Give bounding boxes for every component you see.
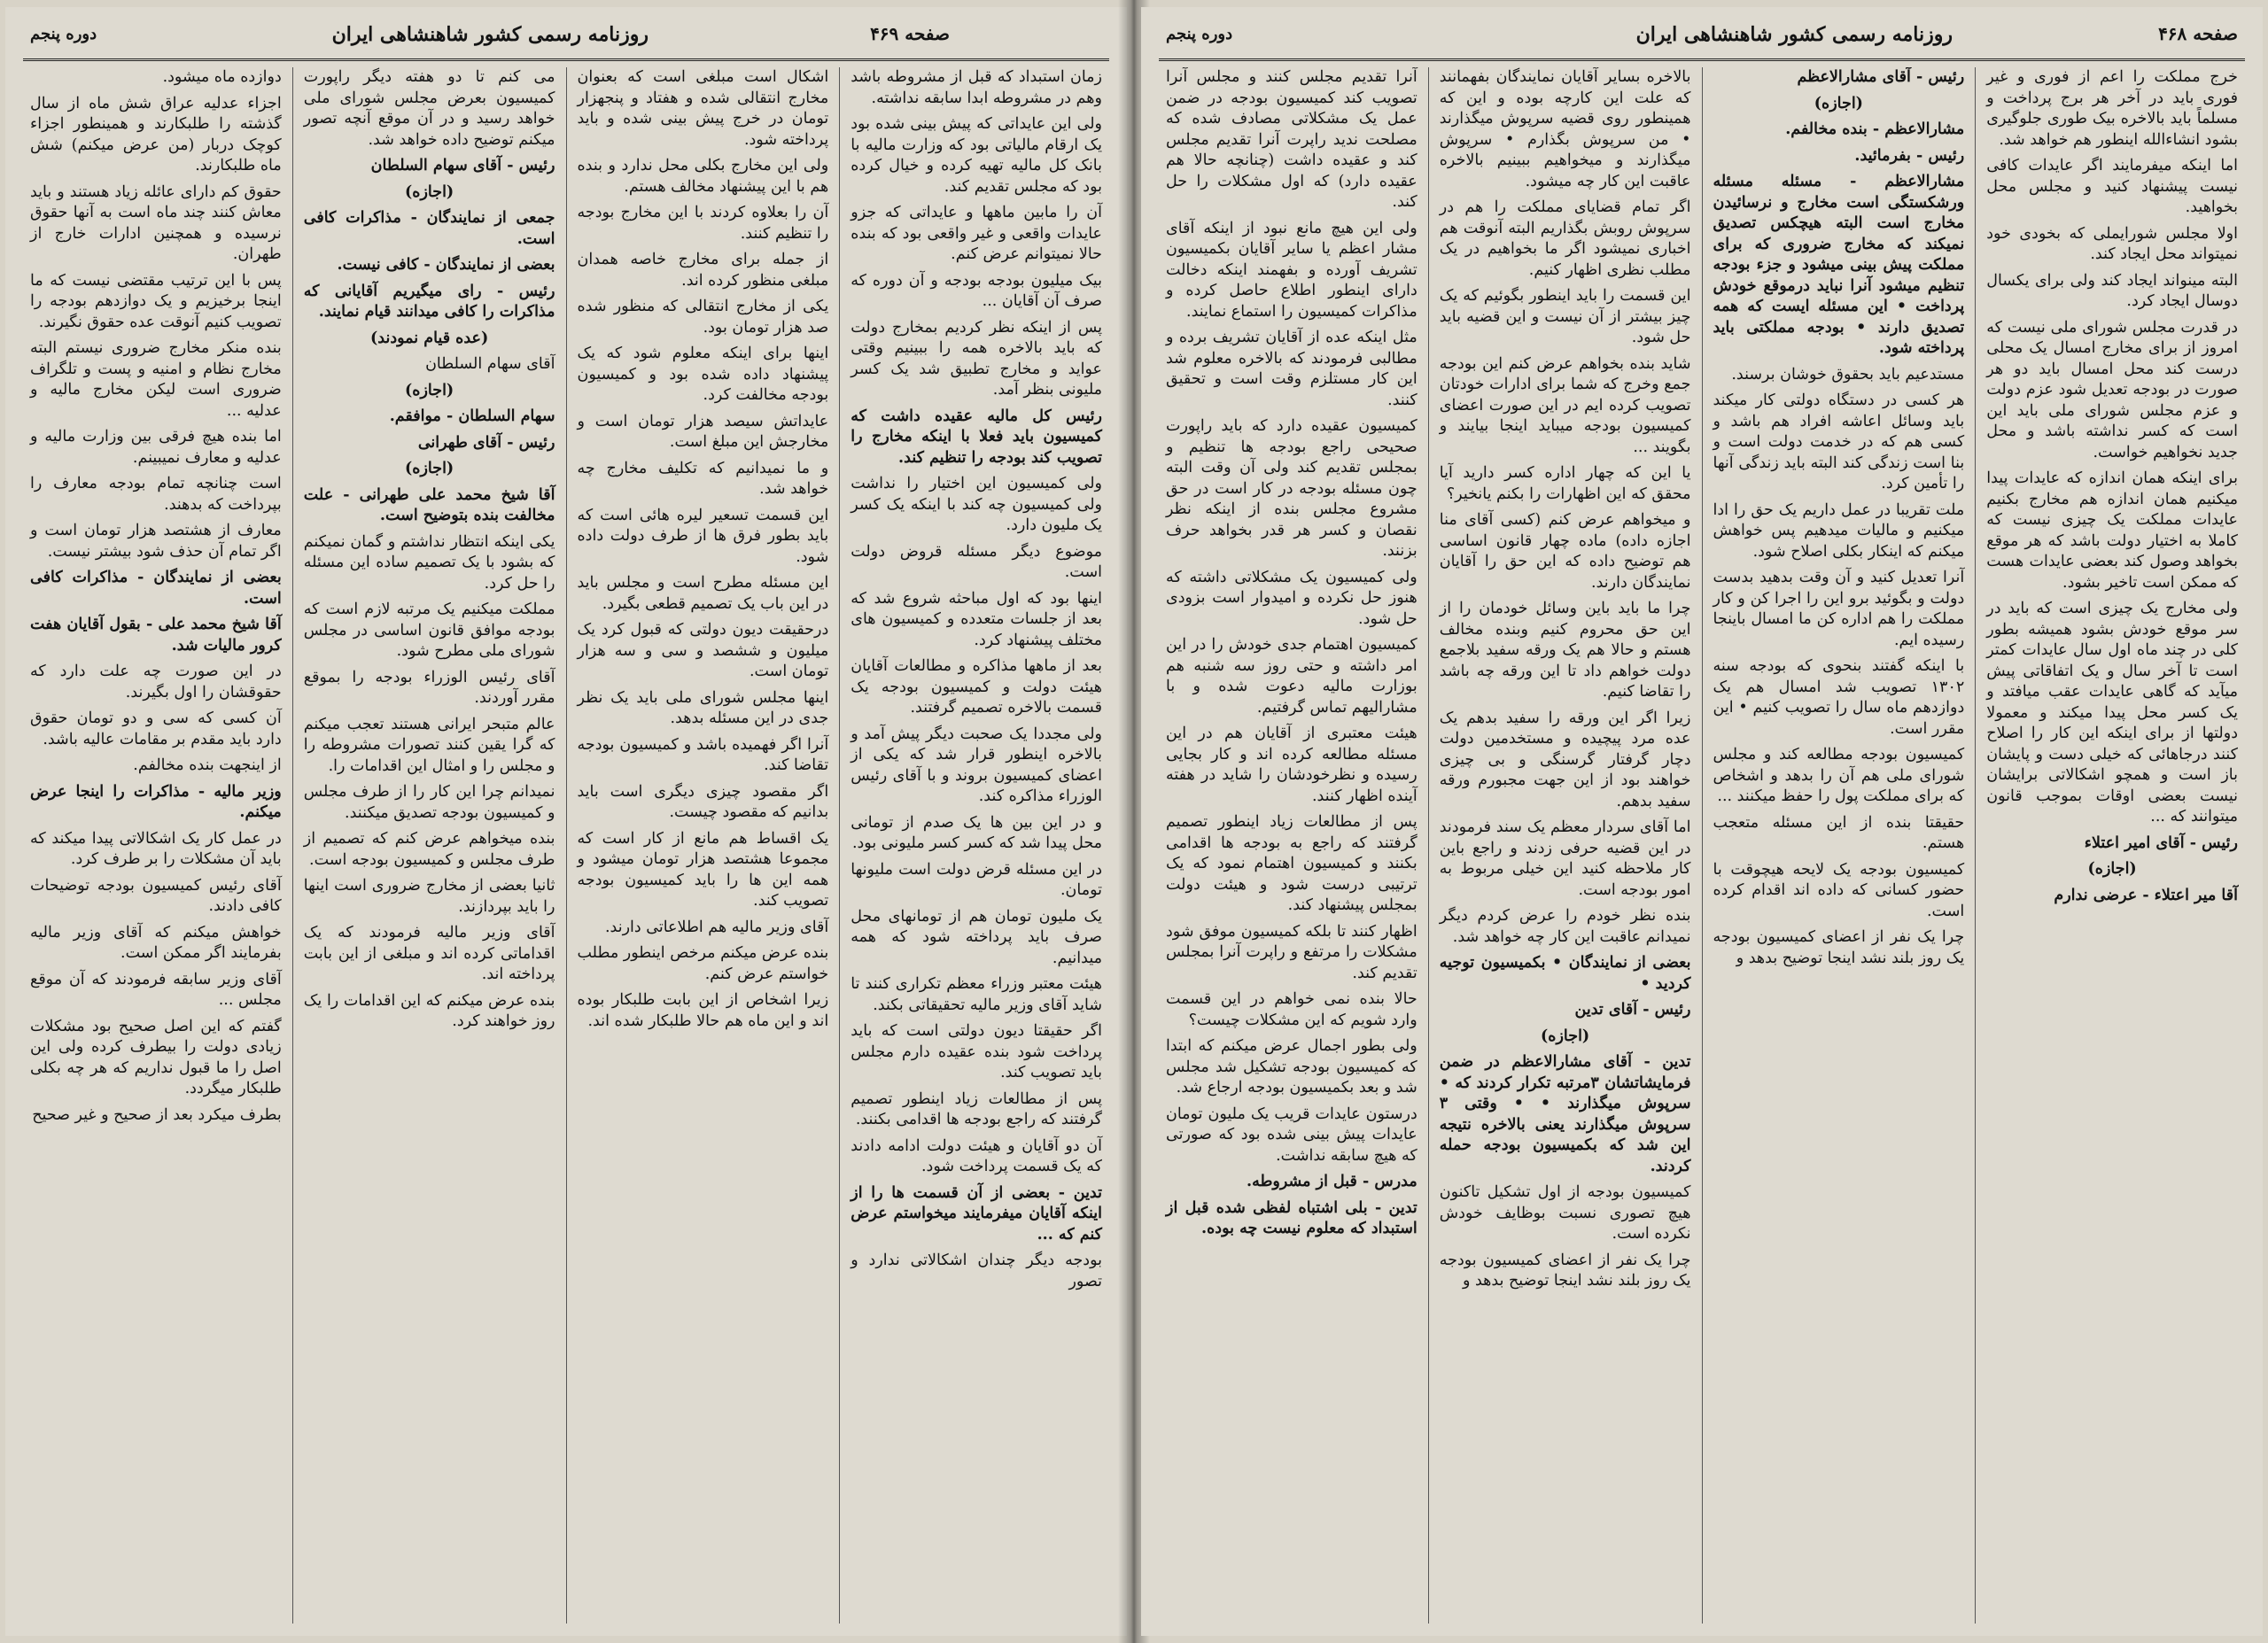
paragraph: کمیسیون اهتمام جدی خودش را در این امر داشته و حتی روز سه شنبه هم بوزارت مالیه دعوت شده و با مشارالیهم تماس گرفتیم. [1166,636,1418,717]
paragraph: بعد از ماهها مذاکره و مطالعات آقایان هیئت دولت و کمیسیون بودجه یک قسمت بالاخره تصمیم گرفتند. [850,657,1102,717]
paragraph: این قسمت تسعیر لیره هائی است که باید بطور فرق ها از طرف دولت داده شود. [577,506,829,566]
paragraph: اینها مجلس شورای ملی باید یک نظر جدی در این مسئله بدهد. [577,688,829,727]
paragraph: آقای وزیر مالیه هم اطلاعاتی دارند. [604,918,829,936]
right-page-period: دوره پنجم [1166,25,1233,43]
right-page-columns [1155,67,2249,1624]
paragraph: اولا مجلس شورایملی که بخودی خود نمیتواند محل ایجاد کند. [1986,224,2238,263]
paragraph: بعضی از نمایندگان - کافی نیست. [337,256,555,274]
paragraph: بنده منکر مخارج ضروری نیستم البته مخارج نظام و امنیه و پست و تلگراف ضروری است لیکن مخارج مالیه و عدلیه ... [30,339,282,420]
paragraph: چرا ما باید باین وسائل خودمان را از این حق محروم کنیم وبنده مخالف هستم و حالا هم یک ورقه سفید بلاجمع دولت خواهم داد تا این ورقه چه باشد را تقاضا کنیم. [1439,600,1691,701]
paragraph: و در این بین ها یک صدم از تومانی محل پیدا شد که کسر کسر ملیونی بود. [850,813,1102,852]
paragraph: کمیسیون بودجه از اول تشکیل تاکنون هیچ تصوری نسبت بوظایف خودش نکرده است. [1439,1183,1691,1243]
paragraph: می کنم تا دو هفته دیگر راپورت کمیسیون بعرض مجلس شورای ملی خواهد رسید و در آن موقع آنچه تصور میکنم توضیح داده خواهد شد. [303,68,555,149]
paragraph: گفتم که این اصل صحیح بود مشکلات زیادی دولت را بیطرف کرده ولی این اصل را ما قبول نداریم که هر چه بکلی طلبکار میگردد. [30,1017,282,1097]
paragraph: خرج مملکت را اعم از فوری و غیر فوری باید در آخر هر برج پرداخت و مسلماً باید بالاخره بیک طوری جلوگیری بشود انشاءالله اینطور هم خواهد شد. [1986,68,2238,149]
paragraph: تدین - آقای مشارالاعظم در ضمن فرمایشاتشان ۳مرتبه تکرار کردند که • سرپوش میگذارند • • وقتی ۳ سرپوش میگذارند یعنی بالاخره نتیجه این شد که بکمیسیون بودجه حمله کردند. [1439,1053,1691,1175]
paragraph: چرا یک نفر از اعضای کمیسیون بودجه یک روز بلند نشد اینجا توضیح بدهد و [1713,928,1965,967]
text-column [19,67,292,1624]
text-column [1428,67,1702,1624]
text-column [292,67,566,1624]
paragraph: آقا میر اعتلاء - عرضی ندارم [2054,886,2238,904]
paragraph: معارف از هشتصد هزار تومان است و اگر تمام آن حذف شود بیشتر نیست. [30,522,282,561]
text-column [1702,67,1976,1624]
paragraph: مشارالاعظم - بنده مخالفم. [1785,120,1965,138]
paragraph: هیئت معتبر وزراء معظم تکراری کنند تا شاید آقای وزیر مالیه تحقیقاتی بکند. [850,975,1102,1014]
paragraph: در قدرت مجلس شورای ملی نیست که امروز از برای مخارج امسال یک محلی درست کند محل امسال باید دو هر صورت در بودجه تعدیل شود عزم دولت و عزم مجلس شورای ملی باید این است که کسر نداشته باشد و محل جدید نخواهیم خواست. [1986,318,2238,461]
paragraph: اما آقای سردار معظم یک سند فرمودند در این قضیه حرفی زدند و راجع باین کار ملاحظه کنید این خیلی مربوط به امور بودجه است. [1439,818,1691,899]
paragraph: عایداتش سیصد هزار تومان است و مخارجش این مبلغ است. [577,412,829,451]
paragraph: رئیس کل مالیه عقیده داشت که کمیسیون باید فعلا با اینکه مخارج را تصویب کند بودجه را تنظیم کند. [850,407,1102,467]
paragraph: حالا بنده نمی خواهم در این قسمت وارد شویم که این مشکلات چیست؟ [1166,990,1418,1029]
paragraph: رئیس - بفرمائید. [1854,146,1965,165]
paragraph: ولی این مخارج بکلی محل ندارد و بنده هم با این پیشنهاد مخالف هستم. [577,157,829,196]
paragraph: سهام السلطان - موافقم. [389,407,555,425]
paragraph: با اینکه گفتند بنحوی که بودجه سنه ۱۳۰۲ تصویب شد امسال هم یک دوازدهم ماه سال را تصویب کنیم • این مقرر است. [1713,657,1965,738]
paragraph: آن را مابین ماهها و عایداتی که جزو عایدات واقعی و غیر واقعی بود که بنده حالا نمیتوانم عرض کنم. [850,204,1102,263]
paragraph: اگر مقصود چیزی دیگری است باید بدانیم که مقصود چیست. [577,782,829,821]
paragraph: از اینجهت بنده مخالفم. [133,756,282,774]
paragraph: رئیس - آقای سهام السلطان [370,157,555,174]
paragraph: آقا شیخ محمد علی طهرانی - علت مخالفت بنده بتوضیح است. [303,485,555,524]
paragraph: آقای وزیر سابقه فرمودند که آن موقع مجلس ... [30,970,282,1009]
paragraph: درستون عایدات قریب یک ملیون تومان عایدات پیش بینی شده بود که صورتی که هیچ سابقه نداشت. [1166,1104,1418,1165]
paragraph: ولی این عایداتی که پیش بینی شده بود یک ارقام مالیاتی بود که وزارت مالیه با بانک کل مالیه تهیه کرده و خیال کرده بود که مجلس تقدیم کند. [850,115,1102,196]
paragraph: مشارالاعظم - مسئله مسئله ورشکستگی است مخارج و نرسائیدن مخارج است البته هیچکس تصدیق نمیکند که مخارج ضروری که برای مملکت پیش بینی میشود و جزء بودجه تنظیم میشود آنرا نباید درموقع خودش پرداخت • این مسئله ایست که همه تصدیق دارند • بودجه مملکتی باید پرداخته شود. [1713,173,1965,357]
paragraph: (اجازه) [405,182,454,201]
right-page-header [1159,18,2245,61]
paragraph: (اجازه) [405,381,454,399]
paragraph: ثانیا بعضی از مخارج ضروری است اینها را باید بپردازند. [303,877,555,916]
paragraph: (اجازه) [2087,860,2137,878]
paragraph: چرا یک نفر از اعضای کمیسیون بودجه یک روز بلند نشد اینجا توضیح بدهد و [1439,1251,1691,1290]
paragraph: آن دو آقایان و هیئت دولت ادامه دادند که یک قسمت پرداخت شود. [850,1136,1102,1175]
paragraph: آن را بعلاوه کردند با این مخارج بودجه را تنظیم کنند. [577,204,829,243]
paragraph: آقا شیخ محمد علی - بقول آقایان هفت کرور مالیات شد. [30,616,282,655]
paragraph: بنده عرض میکنم مرخص اینطور مطلب خواستم عرض کنم. [577,944,829,983]
paragraph: هر کسی در دستگاه دولتی کار میکند باید وسائل اعاشه افراد هم باشد و کسی هم که در خدمت دولت است و بنا است زندگی کند البته باید زندگی آنها را تأمین کرد. [1713,391,1965,492]
paragraph: بیک میلیون بودجه بودجه و آن دوره که صرف آن آقایان ... [850,271,1102,310]
left-page-columns [19,67,1113,1624]
paragraph: ولی کمیسیون یک مشکلاتی داشته که هنوز حل نکرده و امیدوار است بزودی حل شود. [1166,568,1418,628]
paragraph: و ما نمیدانیم که تکلیف مخارج چه خواهد شد. [577,459,829,498]
paragraph: دوازده ماه میشود. [162,68,282,86]
paragraph: (عده قیام نمودند) [370,329,489,347]
paragraph: آقای سهام السلطان [425,355,555,373]
paragraph: ولی مجددا یک صحبت دیگر پیش آمد و بالاخره اینطور قرار شد که یکی از اعضای کمیسیون بروند و با آقای رئیس الوزراء مذاکره کند. [850,725,1102,805]
paragraph: در این صورت چه علت دارد که حقوقشان را اول بگیرند. [30,663,282,701]
paragraph: آنرا اگر فهمیده باشد و کمیسیون بودجه تقاضا کند. [577,735,829,774]
paragraph: اگر حقیقتا دیون دولتی است که باید پرداخت شود بنده عقیده دارم مجلس باید تصویب کند. [850,1022,1102,1081]
paragraph: رئیس - آقای مشارالاعظم [1797,68,1965,86]
paragraph: تدین - بلی اشتباه لفظی شده قبل از استبداد که معلوم نیست چه بوده. [1166,1198,1418,1237]
paragraph: (اجازه) [1541,1027,1590,1045]
paragraph: اظهار کنند تا بلکه کمیسیون موفق شود مشکلات را مرتفع و راپرت آنرا بمجلس تقدیم کند. [1166,922,1418,982]
paragraph: کمیسیون عقیده دارد که باید راپورت صحیحی راجع بودجه ها تنظیم و بمجلس تقدیم کند ولی آن وقت البته چون مسئله بودجه در کار است در حق مشروع مجلس بنده از اینکه نظر نقصان و کسر هر قدر بخواهد حرف بزنند. [1166,417,1418,560]
right-page-title: روزنامه رسمی کشور شاهنشاهی ایران [1635,23,1953,46]
paragraph: آنرا تقدیم مجلس کنند و مجلس آنرا تصویب کند کمیسیون بودجه در ضمن عمل یک مشکلاتی مصادف شده که مصلحت ندید راپرت آنرا تقدیم مجلس کند و عقیده داشت (چنانچه حالا هم عقیده دارد) که اول مشکلات را حل کند. [1166,68,1418,211]
paragraph: پس با این ترتیب مقتضی نیست که ما اینجا برخیزیم و یک دوازدهم بودجه را تصویب کنیم آنوقت عده حقوق نگیرند. [30,271,282,331]
paragraph: ولی این هیچ مانع نبود از اینکه آقای مشار اعظم یا سایر آقایان بکمیسیون تشریف آورده و بفهمند اینکه دخالت دارای اینطور اطلاع حاصل کرده و مذاکرات کمیسیون را استماع نمایند. [1166,219,1418,321]
paragraph: اما بنده هیچ فرقی بین وزارت مالیه و عدلیه و معارف نمیبینم. [30,428,282,467]
left-page-title: روزنامه رسمی کشور شاهنشاهی ایران [331,23,649,46]
paragraph: اجزاء عدلیه عراق شش ماه از سال گذشته را طلبکارند و همینطور اجزاء کوچک دربار (من عرض میکنم) شش ماه طلبکارند. [30,94,282,174]
paragraph: ولی کمیسیون این اختیار را نداشت ولی کمیسیون چه کند با اینکه یک کسر یک ملیون دارد. [850,475,1102,534]
text-column [566,67,840,1624]
paragraph: عالم متبحر ایرانی هستند تعجب میکنم که گرا یقین کنند تصورات مشروطه را و مجلس را و امثال این اقدامات را. [303,715,555,775]
left-page-number: صفحه ۴۶۹ [870,23,950,44]
paragraph: حقیقتا بنده از این مسئله متعجب هستم. [1713,813,1965,852]
paragraph: مستدعیم باید بحقوق خوشان برسند. [1731,365,1965,384]
paragraph: شاید بنده بخواهم عرض کنم این بودجه جمع وخرج که شما برای ادارات خودتان تصویب کرده ایم در این صورت اعضای کمیسیون بودجه میباید اینجا بیایند و بگویند ... [1439,354,1691,456]
paragraph: کمیسیون بودجه مطالعه کند و مجلس شورای ملی هم آن را بدهد و اشخاص که برای مملکت پول را حفظ میکنند ... [1713,746,1965,805]
paragraph: یکی از مخارج انتقالی که منظور شده صد هزار تومان بود. [577,298,829,337]
paragraph: ملت تقریبا در عمل داریم یک حق را ادا میکنیم و مالیات میدهیم پس خواهش میکنم که اینکار بکلی اصلاح شود. [1713,500,1965,561]
paragraph: رئیس - آقای تدین [1574,1001,1691,1019]
paragraph: آقای وزیر مالیه فرمودند که یک اقداماتی کرده اند و مبلغی از این بابت پرداخته اند. [303,924,555,983]
paragraph: بعضی از نمایندگان • بکمیسیون توجیه کردید • [1439,954,1691,993]
paragraph: رئیس - آقای طهرانی [417,433,555,452]
paragraph: اگر تمام قضایای مملکت را هم در سرپوش روبش بگذاریم البته آنوقت هم اخباری نمیشود اگر ما بخواهیم در یک مطلب نظری اظهار کنیم. [1439,198,1691,279]
paragraph: مدرس - قبل از مشروطه. [1247,1173,1418,1190]
paragraph: بودجه دیگر چندان اشکالاتی ندارد و تصور [850,1252,1102,1290]
paragraph: این قسمت را باید اینطور بگوئیم که یک چیز بیشتر از آن نیست و این قضیه باید حل شود. [1439,287,1691,346]
paragraph: یک ملیون تومان هم از تومانهای محل صرف باید پرداخته شود که همه میدانیم. [850,907,1102,967]
right-page-number: صفحه ۴۶۸ [2158,23,2238,44]
left-page-period: دوره پنجم [30,25,97,43]
paragraph: اینها بود که اول مباحثه شروع شد که بعد از جلسات متعدده و کمیسیون های مختلف پیشنهاد کرد. [850,589,1102,649]
text-column [839,67,1113,1624]
paragraph: اشکال است مبلغی است که بعنوان مخارج انتقالی شده و هفتاد و پنجهزار تومان در خرج پیش بینی شده و باید پرداخته شود. [577,68,829,149]
paragraph: پس از اینکه نظر کردیم بمخارج دولت که باید بالاخره همه را ببینیم وقتی عواید و مخارج تطبیق شد یک کسر ملیونی بنظر آمد. [850,318,1102,399]
paragraph: کمیسیون بودجه یک لایحه هیچوقت با حضور کسانی که داده اند اقدام کرده است. [1713,860,1965,920]
paragraph: تدین - بعضی از آن قسمت ها را از اینکه آقایان میفرمایند میخواستم عرض کنم که ... [850,1183,1102,1244]
left-page-header [23,18,1109,61]
paragraph: آنرا تعدیل کنید و آن وقت بدهید بدست دولت و بگوئید برو این را اجرا کن و کار مملکت را هم اداره کن ما امسال باینجا رسیده ایم. [1713,569,1965,649]
paragraph: اما اینکه میفرمایند اگر عایدات کافی نیست پیشنهاد کنید و مجلس محل بخواهید. [1986,157,2238,216]
paragraph: بعضی از نمایندگان - مذاکرات کافی است. [30,569,282,608]
right-page [1141,7,2263,1636]
paragraph: یک اقساط هم مانع از کار است که مجموعا هشتصد هزار تومان میشود و همه این ها را باید کمیسیون بودجه تصویب کند. [577,829,829,910]
paragraph: رئیس - رای میگیریم آقایانی که مذاکرات را کافی میدانند قیام نمایند. [303,282,555,321]
paragraph: یکی اینکه انتظار نداشتم و گمان نمیکنم که بشود با یک تصمیم ساده این مسئله را حل کرد. [303,532,555,593]
paragraph: مثل اینکه عده از آقایان تشریف برده و مطالبی فرمودند که بالاخره معلوم شد این کار مستلزم وقت است و تحقیق کنند. [1166,329,1418,409]
paragraph: رئیس - آقای امیر اعتلاء [2084,833,2238,852]
paragraph: موضوع دیگر مسئله قروض دولت است. [850,542,1102,581]
paragraph: در عمل کار یک اشکالاتی پیدا میکند که باید آن مشکلات را بر طرف کرد. [30,829,282,868]
paragraph: خواهش میکنم که آقای وزیر مالیه بفرمایند اگر ممکن است. [30,923,282,962]
left-page [5,7,1127,1636]
text-column [1155,67,1428,1624]
paragraph: حقوق کم دارای عائله زیاد هستند و باید معاش کنند چند ماه است به آنها حقوق نرسیده و همچنین ادارات خارج از طهران. [30,182,282,263]
paragraph: مملکت میکنیم یک مرتبه لازم است که بودجه موافق قانون اساسی در مجلس شورای ملی مطرح شود. [303,601,555,660]
paragraph: زیرا اگر این ورقه را سفید بدهم یک عده مرد پیچیده و مستخدمین دولت دچار گرفتار گرسنگی و بی چیزی خواهند بود از این جهت مجبورم ورقه سفید بدهم. [1439,709,1691,810]
paragraph: آقای رئیس الوزراء بودجه را بموقع مقرر آوردند. [303,668,555,707]
paragraph: (اجازه) [405,460,454,477]
paragraph: است چنانچه تمام بودجه معارف را بپرداخت که بدهند. [30,475,282,514]
paragraph: بنده نظر خودم را عرض کردم دیگر نمیدانم عاقبت این کار چه خواهد شد. [1439,907,1691,946]
paragraph: پس از مطالعات زیاد اینطور تصمیم گرفتند که راجع به بودجه ها اقدامی بکنند و کمیسیون اهتمام نمود که یک ترتیبی درست شود و هیئت دولت بمجلس پیشنهاد کند. [1166,813,1418,914]
paragraph: درحقیقت دیون دولتی که قبول کرد یک میلیون و ششصد و سی و سه هزار تومان است. [577,621,829,680]
paragraph: آقای رئیس کمیسیون بودجه توضیحات کافی دادند. [30,876,282,915]
paragraph: زمان استبداد که قبل از مشروطه باشد وهم در مشروطه ابدا سابقه نداشته. [850,68,1102,107]
paragraph: از جمله برای مخارج خاصه همدان مبلغی منظور کرده اند. [577,251,829,290]
paragraph: جمعی از نمایندگان - مذاکرات کافی است. [303,209,555,248]
paragraph: ولی مخارج یک چیزی است که باید در سر موقع خودش بشود همیشه بطور کلی در چند ماه اول سال عایدات کمتر است تا آخر سال و یک اتفاقاتی پیش میآید که گاهی عایدات عقب میافتد و یک کسر محل پیدا میکند و معمولا دولتها از برای اینکه این کار را اصلاح کنند درجاهائی که خیلی دست و پایشان باز است و همچو اشکالاتی برایشان نیست بعضی اوقات بموجب قانون میتوانند که ... [1986,600,2238,825]
paragraph: نمیدانم چرا این کار را از طرف مجلس و کمیسیون بودجه تصدیق میکنند. [303,783,555,822]
paragraph: آن کسی که سی و دو تومان حقوق دارد باید مقدم بر مقامات عالیه باشد. [30,709,282,748]
text-column [1975,67,2249,1624]
paragraph: اینها برای اینکه معلوم شود که یک پیشنهاد داده شده بود و کمیسیون بودجه مخالفت کرد. [577,345,829,404]
paragraph: زیرا اشخاص از این بابت طلبکار بوده اند و این ماه هم حالا طلبکار شده اند. [577,991,829,1030]
paragraph: بطرف میکرد بعد از صحیح و غیر صحیح [32,1105,282,1124]
paragraph: هیئت معتبری از آقایان هم در این مسئله مطالعه کرده اند و کار بجایی رسیده و نظرخودشان را شاید در هفته آینده اظهار کنند. [1166,725,1418,805]
paragraph: و میخواهم عرض کنم (کسی آقای منا اجازه داده) ماده چهار قانون اساسی هم توضیح داده که این حق را آقایان نمایندگان دارند. [1439,511,1691,592]
paragraph: در این مسئله قرض دولت است ملیونها تومان. [850,860,1102,899]
paragraph: البته مینواند ایجاد کند ولی برای یکسال دوسال ایجاد کرد. [1986,271,2238,310]
paragraph: بالاخره بسایر آقایان نمایندگان بفهمانند که علت این کارچه بوده و این که همینطور روی قضیه سرپوش میگذارند • من سرپوش بگذارم • سرپوش میگذارند و میخواهیم ببینیم بالاخره عاقبت این کار چه میشود. [1439,68,1691,190]
paragraph: (اجازه) [1814,94,1863,112]
paragraph: برای اینکه همان اندازه که عایدات پیدا میکنیم همان اندازه هم مخارج بکنیم عایدات مملکت یک چیزی نیست که کاملا به اختیار دولت باشد که هر موقع بخواهد وصول کند بعضی عایدات هست که ممکن است تاخیر بشود. [1986,469,2238,592]
paragraph: بنده میخواهم عرض کنم که تصمیم از طرف مجلس و کمیسیون بودجه است. [303,830,555,869]
paragraph: وزیر مالیه - مذاکرات را اینجا عرض میکنم. [30,782,282,821]
paragraph: بنده عرض میکنم که این اقدامات را یک روز خواهند کرد. [303,991,555,1030]
paragraph: پس از مطالعات زیاد اینطور تصمیم گرفتند که راجع بودجه ها اقدامی بکنند. [850,1089,1102,1128]
paragraph: ولی بطور اجمال عرض میکنم که ابتدا که کمیسیون بودجه تشکیل شد مجلس شد و بعد بکمیسیون بودجه ارجاع شد. [1166,1037,1418,1097]
paragraph: این مسئله مطرح است و مجلس باید در این باب یک تصمیم قطعی بگیرد. [577,574,829,613]
paragraph: یا این که چهار اداره کسر دارید آیا محقق که این اظهارات را بکنم یانخیر؟ [1439,464,1691,503]
